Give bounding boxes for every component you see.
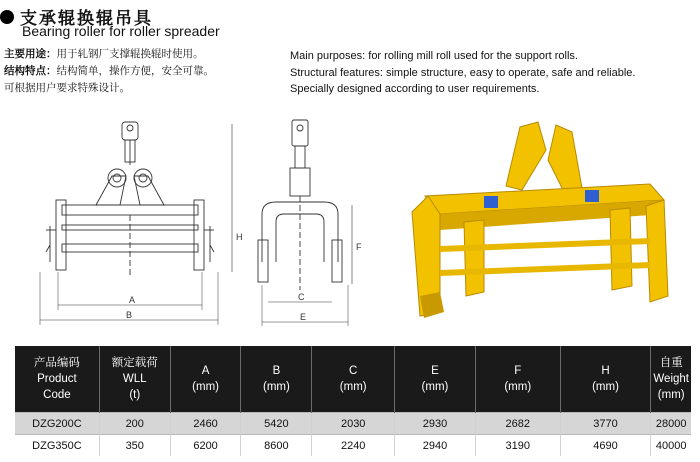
- header-c: C (mm): [312, 346, 395, 413]
- table-cell: 4690: [560, 435, 651, 457]
- table-cell: 28000: [651, 413, 691, 435]
- description-en-line: Main purposes: for rolling mill roll used for the support rolls.: [290, 50, 578, 62]
- table-cell: 200: [99, 413, 170, 435]
- blue-pad-right: [585, 190, 599, 202]
- header-e: E (mm): [395, 346, 476, 413]
- dimension-label-h: H: [236, 232, 243, 242]
- description-cn: [4, 46, 214, 97]
- table-cell: 3770: [560, 413, 651, 435]
- table-header-row: [15, 346, 691, 413]
- table-cell: 2930: [395, 413, 476, 435]
- table-cell: 5420: [241, 413, 312, 435]
- table-cell: 2940: [395, 435, 476, 457]
- page-title-en: Bearing roller for roller spreader: [22, 23, 220, 39]
- description-cn-line: 结构特点：结构简单，操作方便，安全可靠。: [4, 65, 214, 77]
- header-weight: 自重 Weight (mm): [651, 346, 691, 413]
- description-en-line: Structural features: simple structure, easy to operate, safe and reliable.: [290, 66, 636, 79]
- header-f: F (mm): [475, 346, 560, 413]
- front-view-drawing: [40, 122, 232, 325]
- product-drawings: [0, 112, 700, 340]
- header-a: A (mm): [170, 346, 241, 413]
- table-row: [15, 413, 691, 435]
- description-en-line: Specially designed according to user requirements.: [290, 83, 540, 95]
- table-cell: 3190: [475, 435, 560, 457]
- spec-table: [15, 346, 691, 456]
- table-cell: DZG350C: [15, 435, 99, 457]
- table-cell: DZG200C: [15, 413, 99, 435]
- blue-pad-left: [484, 196, 498, 208]
- spreader-photo: [412, 122, 668, 318]
- table-cell: 2682: [475, 413, 560, 435]
- table-cell: 8600: [241, 435, 312, 457]
- dimension-label-a: A: [129, 295, 136, 305]
- table-cell: 350: [99, 435, 170, 457]
- page-title-cn: 支承辊换辊吊具: [20, 9, 153, 29]
- header-product-code: 产品编码 Product Code: [15, 346, 99, 413]
- table-cell: 2240: [312, 435, 395, 457]
- description-cn-line: 主要用途：用于轧钢厂支撑辊换辊时使用。: [4, 48, 204, 60]
- dimension-label-e: E: [300, 312, 307, 322]
- description-cn-line: 可根据用户要求特殊设计。: [4, 82, 130, 94]
- header-wll: 额定载荷 WLL (t): [99, 346, 170, 413]
- bullet-icon: [0, 10, 14, 24]
- header-b: B (mm): [241, 346, 312, 413]
- table-cell: 2030: [312, 413, 395, 435]
- description-en: [290, 48, 635, 98]
- side-view-drawing: [258, 120, 352, 326]
- dimension-label-b: B: [126, 310, 133, 320]
- table-cell: 2460: [170, 413, 241, 435]
- dimension-label-c: C: [298, 292, 305, 302]
- header-h: H (mm): [560, 346, 651, 413]
- table-row: [15, 435, 691, 457]
- dimension-label-f: F: [356, 242, 362, 252]
- table-cell: 40000: [651, 435, 691, 457]
- table-cell: 6200: [170, 435, 241, 457]
